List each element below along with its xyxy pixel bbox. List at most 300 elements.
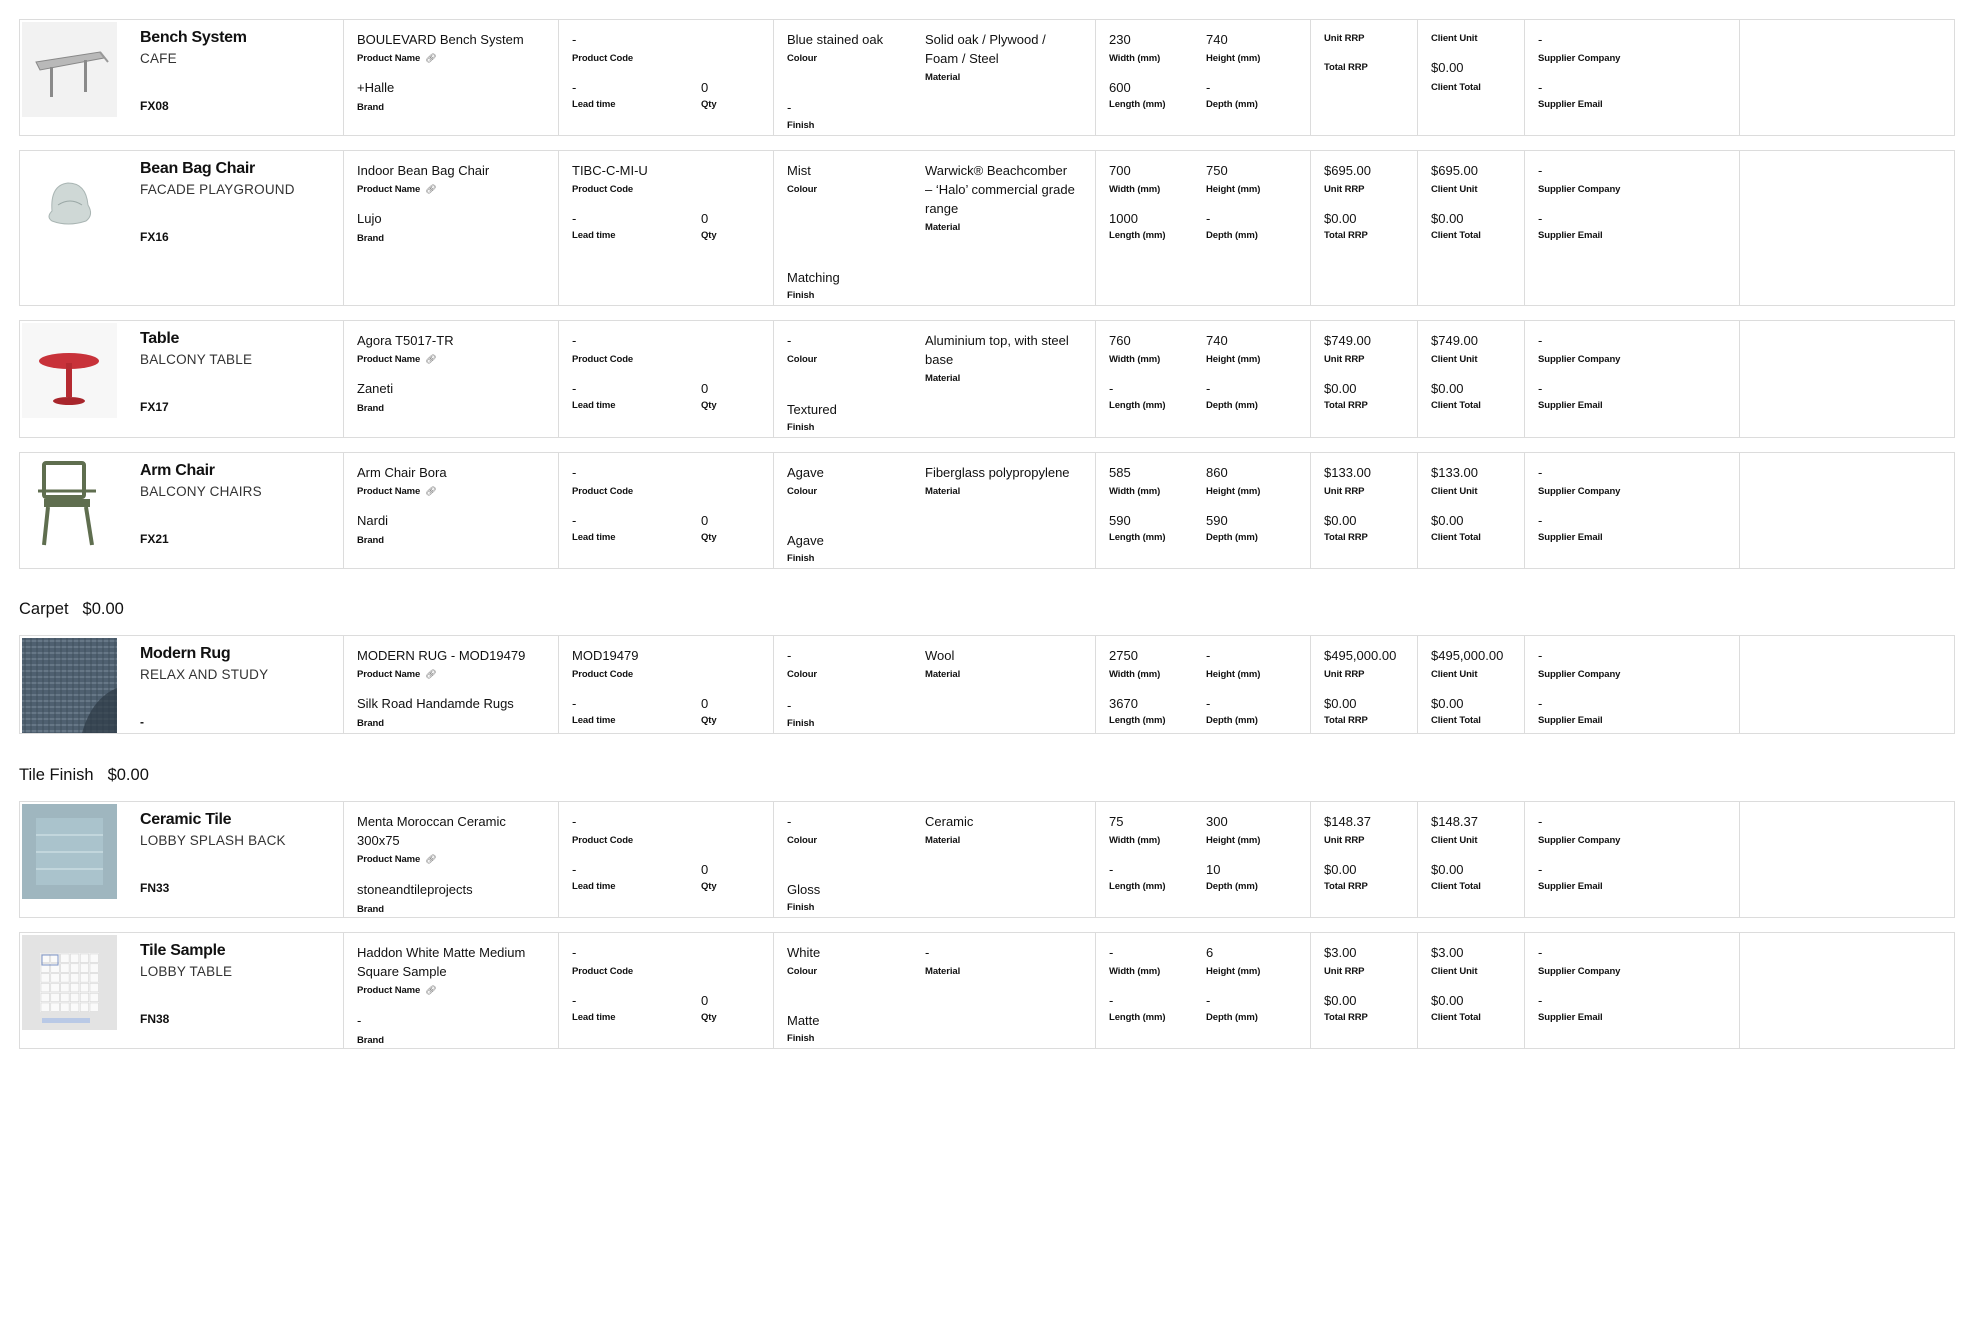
- link-icon[interactable]: 🔗︎: [425, 985, 437, 995]
- height-label: Height (mm): [1206, 835, 1261, 846]
- supplier-company-label: Supplier Company: [1538, 835, 1621, 846]
- colour-label: Colour: [787, 486, 818, 497]
- depth-label: Depth (mm): [1206, 1012, 1258, 1023]
- total-rrp-label: Total RRP: [1324, 62, 1368, 73]
- mosaic-tile-icon[interactable]: [22, 935, 117, 1030]
- width-label: Width (mm): [1109, 835, 1161, 846]
- supplier-company-label: Supplier Company: [1538, 486, 1621, 497]
- width-value: 2750: [1109, 648, 1138, 663]
- client-total-value: $0.00: [1431, 211, 1464, 226]
- link-icon[interactable]: 🔗︎: [425, 854, 437, 864]
- link-icon[interactable]: 🔗︎: [425, 486, 437, 496]
- length-value: 1000: [1109, 211, 1138, 226]
- product-code-label: Product Code: [572, 184, 634, 195]
- width-value: -: [1109, 945, 1114, 960]
- supplier-email-label: Supplier Email: [1538, 532, 1603, 543]
- total-rrp-value: $0.00: [1324, 862, 1357, 877]
- length-value: -: [1109, 381, 1114, 396]
- supplier-email-label: Supplier Email: [1538, 230, 1603, 241]
- colour-label: Colour: [787, 354, 818, 365]
- client-unit-label: Client Unit: [1431, 669, 1478, 680]
- total-rrp-value: $0.00: [1324, 513, 1357, 528]
- supplier-email-value: -: [1538, 211, 1543, 226]
- qty-value[interactable]: 0: [701, 993, 709, 1008]
- height-value: 860: [1206, 465, 1228, 480]
- length-value: 590: [1109, 513, 1131, 528]
- supplier-email-label: Supplier Email: [1538, 881, 1603, 892]
- client-unit-label: Client Unit: [1431, 486, 1478, 497]
- product-name-value: Menta Moroccan Ceramic 300x75: [357, 814, 506, 848]
- schedule-row[interactable]: [19, 19, 1955, 136]
- item-title[interactable]: Tile Sample: [140, 942, 226, 959]
- product-cell: [344, 802, 559, 917]
- finish-value: Agave: [787, 533, 824, 548]
- supplier-company-value: -: [1538, 163, 1543, 178]
- finish-value: -: [787, 100, 792, 115]
- height-label: Height (mm): [1206, 669, 1261, 680]
- product-code-label: Product Code: [572, 486, 634, 497]
- actions-cell[interactable]: [1740, 453, 1956, 568]
- total-rrp-label: Total RRP: [1324, 715, 1368, 726]
- material-value: Aluminium top, with steel base: [925, 333, 1069, 367]
- length-label: Length (mm): [1109, 230, 1166, 241]
- brand-value: Zaneti: [357, 381, 394, 396]
- product-code-value: -: [572, 945, 577, 960]
- client-total-label: Client Total: [1431, 1012, 1481, 1023]
- item-summary-cell: [20, 933, 344, 1048]
- supplier-email-value: -: [1538, 862, 1543, 877]
- item-title[interactable]: Arm Chair: [140, 462, 215, 479]
- product-code-value: TIBC-C-MI-U: [572, 163, 648, 178]
- client-cell: [1418, 802, 1525, 917]
- group-total: $0.00: [107, 766, 149, 784]
- unit-rrp-value: $749.00: [1324, 333, 1371, 348]
- unit-rrp-label: Unit RRP: [1324, 835, 1365, 846]
- group-header-carpet: [19, 600, 124, 619]
- product-name-value: Arm Chair Bora: [357, 465, 447, 480]
- finish-value: Matching: [787, 270, 840, 285]
- width-label: Width (mm): [1109, 966, 1161, 977]
- code-cell: [559, 636, 774, 733]
- qty-value[interactable]: 0: [701, 862, 709, 877]
- colour-value: -: [787, 648, 792, 663]
- bench-icon[interactable]: [22, 22, 117, 117]
- finish-value: Gloss: [787, 882, 821, 897]
- width-value: 760: [1109, 333, 1131, 348]
- material-cell: [925, 802, 1096, 917]
- finish-label: Finish: [787, 422, 815, 433]
- supplier-company-value: -: [1538, 814, 1543, 829]
- product-name-value: Haddon White Matte Medium Square Sample: [357, 945, 526, 979]
- material-value: Wool: [925, 648, 955, 663]
- lead-time-label: Lead time: [572, 532, 616, 543]
- unit-rrp-value: $148.37: [1324, 814, 1371, 829]
- colour-label: Colour: [787, 835, 818, 846]
- depth-value: 590: [1206, 513, 1228, 528]
- item-code: FX16: [140, 230, 169, 244]
- product-code-value: -: [572, 465, 577, 480]
- actions-cell[interactable]: [1740, 802, 1956, 917]
- height-label: Height (mm): [1206, 966, 1261, 977]
- item-area: CAFE: [140, 51, 177, 66]
- dimensions-cell: [1096, 802, 1311, 917]
- colour-value: -: [787, 814, 792, 829]
- client-unit-value: $3.00: [1431, 945, 1464, 960]
- code-cell: [559, 933, 774, 1048]
- supplier-email-value: -: [1538, 513, 1543, 528]
- supplier-cell: [1525, 151, 1740, 305]
- client-unit-label: Client Unit: [1431, 966, 1478, 977]
- client-total-value: $0.00: [1431, 696, 1464, 711]
- unit-rrp-label: Unit RRP: [1324, 33, 1365, 44]
- qty-label: Qty: [701, 532, 717, 543]
- client-unit-value: $148.37: [1431, 814, 1478, 829]
- length-label: Length (mm): [1109, 881, 1166, 892]
- total-rrp-value: $0.00: [1324, 696, 1357, 711]
- colour-finish-cell: [774, 20, 925, 135]
- depth-label: Depth (mm): [1206, 99, 1258, 110]
- colour-label: Colour: [787, 669, 818, 680]
- item-summary-cell: [20, 20, 344, 135]
- item-title[interactable]: Bean Bag Chair: [140, 160, 255, 177]
- actions-cell[interactable]: [1740, 933, 1956, 1048]
- finish-value: Matte: [787, 1013, 820, 1028]
- actions-cell[interactable]: [1740, 636, 1956, 733]
- link-icon[interactable]: 🔗︎: [425, 53, 437, 63]
- rrp-cell: [1311, 20, 1418, 135]
- material-label: Material: [925, 486, 961, 497]
- schedule-row[interactable]: [19, 320, 1955, 438]
- length-label: Length (mm): [1109, 400, 1166, 411]
- actions-cell[interactable]: [1740, 151, 1956, 305]
- client-cell: [1418, 453, 1525, 568]
- product-name-label: Product Name 🔗︎: [357, 985, 437, 996]
- group-name: Tile Finish: [19, 766, 94, 784]
- supplier-company-label: Supplier Company: [1538, 966, 1621, 977]
- width-value: 75: [1109, 814, 1124, 829]
- total-rrp-value: $0.00: [1324, 381, 1357, 396]
- unit-rrp-value: $3.00: [1324, 945, 1357, 960]
- depth-label: Depth (mm): [1206, 230, 1258, 241]
- rug-icon[interactable]: [22, 638, 117, 733]
- total-rrp-value: $0.00: [1324, 993, 1357, 1008]
- supplier-company-value: -: [1538, 945, 1543, 960]
- bean-bag-icon[interactable]: [22, 153, 117, 248]
- qty-value[interactable]: 0: [701, 381, 709, 396]
- actions-cell[interactable]: [1740, 321, 1956, 437]
- supplier-cell: [1525, 933, 1740, 1048]
- material-value: Solid oak / Plywood / Foam / Steel: [925, 32, 1046, 66]
- schedule-row[interactable]: [19, 801, 1955, 918]
- colour-finish-cell: [774, 151, 925, 305]
- lead-time-value: -: [572, 80, 577, 95]
- lead-time-value: -: [572, 993, 577, 1008]
- item-title[interactable]: Table: [140, 330, 180, 347]
- depth-label: Depth (mm): [1206, 881, 1258, 892]
- finish-label: Finish: [787, 1033, 815, 1044]
- lead-time-label: Lead time: [572, 230, 616, 241]
- brand-value: stoneandtileprojects: [357, 882, 473, 897]
- rrp-cell: [1311, 151, 1418, 305]
- lead-time-label: Lead time: [572, 715, 616, 726]
- round-table-icon[interactable]: [22, 323, 117, 418]
- qty-value[interactable]: 0: [701, 211, 709, 226]
- supplier-company-value: -: [1538, 648, 1543, 663]
- qty-label: Qty: [701, 400, 717, 411]
- unit-rrp-label: Unit RRP: [1324, 669, 1365, 680]
- lead-time-label: Lead time: [572, 881, 616, 892]
- client-total-value: $0.00: [1431, 513, 1464, 528]
- supplier-cell: [1525, 321, 1740, 437]
- product-cell: [344, 20, 559, 135]
- brand-label: Brand: [357, 718, 384, 729]
- qty-label: Qty: [701, 881, 717, 892]
- product-cell: [344, 636, 559, 733]
- lead-time-value: -: [572, 381, 577, 396]
- supplier-cell: [1525, 20, 1740, 135]
- colour-finish-cell: [774, 802, 925, 917]
- length-label: Length (mm): [1109, 99, 1166, 110]
- actions-cell[interactable]: [1740, 20, 1956, 135]
- width-label: Width (mm): [1109, 53, 1161, 64]
- product-code-label: Product Code: [572, 53, 634, 64]
- unit-rrp-value: $495,000.00: [1324, 648, 1397, 663]
- colour-finish-cell: [774, 321, 925, 437]
- depth-value: -: [1206, 381, 1211, 396]
- product-cell: [344, 151, 559, 305]
- material-value: Fiberglass polypropylene: [925, 465, 1070, 480]
- ceramic-tile-icon[interactable]: [22, 804, 117, 899]
- item-area: LOBBY SPLASH BACK: [140, 833, 286, 848]
- lead-time-label: Lead time: [572, 99, 616, 110]
- length-value: -: [1109, 993, 1114, 1008]
- finish-label: Finish: [787, 902, 815, 913]
- lead-time-value: -: [572, 211, 577, 226]
- rrp-cell: [1311, 802, 1418, 917]
- brand-label: Brand: [357, 403, 384, 414]
- code-cell: [559, 802, 774, 917]
- client-unit-label: Client Unit: [1431, 184, 1478, 195]
- brand-value: -: [357, 1013, 362, 1028]
- product-name-value: MODERN RUG - MOD19479: [357, 648, 526, 663]
- client-total-value: $0.00: [1431, 862, 1464, 877]
- supplier-cell: [1525, 636, 1740, 733]
- item-code: FN38: [140, 1012, 170, 1026]
- rrp-cell: [1311, 453, 1418, 568]
- qty-label: Qty: [701, 715, 717, 726]
- width-label: Width (mm): [1109, 354, 1161, 365]
- client-cell: [1418, 20, 1525, 135]
- product-name-value: BOULEVARD Bench System: [357, 32, 524, 47]
- schedule-row[interactable]: [19, 932, 1955, 1049]
- product-code-label: Product Code: [572, 835, 634, 846]
- item-area: BALCONY TABLE: [140, 352, 253, 367]
- finish-label: Finish: [787, 553, 815, 564]
- material-cell: [925, 636, 1096, 733]
- client-unit-label: Client Unit: [1431, 354, 1478, 365]
- product-code-label: Product Code: [572, 966, 634, 977]
- colour-label: Colour: [787, 966, 818, 977]
- height-value: 300: [1206, 814, 1228, 829]
- product-name-label: Product Name 🔗︎: [357, 669, 437, 680]
- schedule-row[interactable]: [19, 150, 1955, 306]
- code-cell: [559, 321, 774, 437]
- client-unit-label: Client Unit: [1431, 33, 1478, 44]
- item-code: FX08: [140, 99, 169, 113]
- rrp-cell: [1311, 321, 1418, 437]
- colour-value: -: [787, 333, 792, 348]
- width-value: 230: [1109, 32, 1131, 47]
- link-icon[interactable]: 🔗︎: [425, 669, 437, 679]
- colour-value: White: [787, 945, 821, 960]
- finish-label: Finish: [787, 290, 815, 301]
- depth-value: -: [1206, 993, 1211, 1008]
- height-value: 740: [1206, 333, 1228, 348]
- code-cell: [559, 453, 774, 568]
- item-summary-cell: [20, 453, 344, 568]
- item-summary-cell: [20, 151, 344, 305]
- lead-time-value: -: [572, 862, 577, 877]
- depth-value: 10: [1206, 862, 1221, 877]
- group-header-tile-finish: [19, 766, 149, 785]
- material-label: Material: [925, 72, 961, 83]
- total-rrp-label: Total RRP: [1324, 881, 1368, 892]
- code-cell: [559, 20, 774, 135]
- brand-label: Brand: [357, 233, 384, 244]
- material-label: Material: [925, 835, 961, 846]
- material-label: Material: [925, 222, 961, 233]
- rrp-cell: [1311, 933, 1418, 1048]
- unit-rrp-value: $133.00: [1324, 465, 1371, 480]
- item-summary-cell: [20, 636, 344, 733]
- colour-value: Blue stained oak: [787, 32, 884, 47]
- schedule-row[interactable]: [19, 452, 1955, 569]
- height-value: 6: [1206, 945, 1214, 960]
- supplier-cell: [1525, 802, 1740, 917]
- dimensions-cell: [1096, 151, 1311, 305]
- supplier-company-value: -: [1538, 465, 1543, 480]
- material-cell: [925, 20, 1096, 135]
- item-area: FACADE PLAYGROUND: [140, 182, 295, 197]
- supplier-cell: [1525, 453, 1740, 568]
- product-code-value: -: [572, 32, 577, 47]
- brand-label: Brand: [357, 102, 384, 113]
- length-value: 600: [1109, 80, 1131, 95]
- supplier-email-label: Supplier Email: [1538, 715, 1603, 726]
- schedule-row[interactable]: [19, 635, 1955, 734]
- height-value: 750: [1206, 163, 1228, 178]
- total-rrp-label: Total RRP: [1324, 400, 1368, 411]
- product-cell: [344, 933, 559, 1048]
- colour-finish-cell: [774, 636, 925, 733]
- supplier-company-label: Supplier Company: [1538, 354, 1621, 365]
- client-cell: [1418, 321, 1525, 437]
- length-label: Length (mm): [1109, 532, 1166, 543]
- height-label: Height (mm): [1206, 486, 1261, 497]
- finish-label: Finish: [787, 718, 815, 729]
- link-icon[interactable]: 🔗︎: [425, 184, 437, 194]
- supplier-email-value: -: [1538, 696, 1543, 711]
- product-code-value: MOD19479: [572, 648, 639, 663]
- total-rrp-label: Total RRP: [1324, 230, 1368, 241]
- qty-value[interactable]: 0: [701, 513, 709, 528]
- qty-value[interactable]: 0: [701, 696, 709, 711]
- supplier-company-label: Supplier Company: [1538, 53, 1621, 64]
- finish-label: Finish: [787, 120, 815, 131]
- brand-value: Silk Road Handamde Rugs: [357, 696, 514, 711]
- material-value: -: [925, 945, 930, 960]
- product-name-label: Product Name 🔗︎: [357, 53, 437, 64]
- qty-label: Qty: [701, 230, 717, 241]
- height-value: 740: [1206, 32, 1228, 47]
- depth-label: Depth (mm): [1206, 715, 1258, 726]
- width-label: Width (mm): [1109, 486, 1161, 497]
- item-summary-cell: [20, 321, 344, 437]
- depth-value: -: [1206, 696, 1211, 711]
- dimensions-cell: [1096, 933, 1311, 1048]
- client-unit-value: $749.00: [1431, 333, 1478, 348]
- client-total-value: $0.00: [1431, 993, 1464, 1008]
- client-total-label: Client Total: [1431, 400, 1481, 411]
- client-total-label: Client Total: [1431, 715, 1481, 726]
- height-label: Height (mm): [1206, 354, 1261, 365]
- material-cell: [925, 933, 1096, 1048]
- client-total-label: Client Total: [1431, 82, 1481, 93]
- supplier-company-label: Supplier Company: [1538, 669, 1621, 680]
- client-cell: [1418, 933, 1525, 1048]
- qty-label: Qty: [701, 99, 717, 110]
- unit-rrp-label: Unit RRP: [1324, 486, 1365, 497]
- material-label: Material: [925, 966, 961, 977]
- product-name-value: Indoor Bean Bag Chair: [357, 163, 490, 178]
- material-label: Material: [925, 669, 961, 680]
- unit-rrp-value: $695.00: [1324, 163, 1371, 178]
- length-value: 3670: [1109, 696, 1138, 711]
- height-label: Height (mm): [1206, 184, 1261, 195]
- product-cell: [344, 321, 559, 437]
- supplier-company-value: -: [1538, 333, 1543, 348]
- unit-rrp-label: Unit RRP: [1324, 966, 1365, 977]
- supplier-email-label: Supplier Email: [1538, 99, 1603, 110]
- arm-chair-icon[interactable]: [22, 455, 117, 550]
- item-title[interactable]: Modern Rug: [140, 645, 231, 662]
- item-title[interactable]: Bench System: [140, 29, 247, 46]
- client-total-label: Client Total: [1431, 532, 1481, 543]
- item-code: -: [140, 715, 144, 729]
- product-name-value: Agora T5017-TR: [357, 333, 454, 348]
- depth-value: -: [1206, 211, 1211, 226]
- item-area: LOBBY TABLE: [140, 964, 233, 979]
- brand-label: Brand: [357, 535, 384, 546]
- total-rrp-label: Total RRP: [1324, 532, 1368, 543]
- finish-value: -: [787, 698, 792, 713]
- qty-value[interactable]: 0: [701, 80, 709, 95]
- supplier-email-label: Supplier Email: [1538, 1012, 1603, 1023]
- client-total-value: $0.00: [1431, 381, 1464, 396]
- material-cell: [925, 321, 1096, 437]
- total-rrp-value: $0.00: [1324, 211, 1357, 226]
- product-code-label: Product Code: [572, 354, 634, 365]
- link-icon[interactable]: 🔗︎: [425, 354, 437, 364]
- length-label: Length (mm): [1109, 715, 1166, 726]
- product-name-label: Product Name 🔗︎: [357, 354, 437, 365]
- brand-value: Nardi: [357, 513, 389, 528]
- item-title[interactable]: Ceramic Tile: [140, 811, 232, 828]
- depth-value: -: [1206, 80, 1211, 95]
- supplier-email-label: Supplier Email: [1538, 400, 1603, 411]
- client-cell: [1418, 636, 1525, 733]
- lead-time-value: -: [572, 696, 577, 711]
